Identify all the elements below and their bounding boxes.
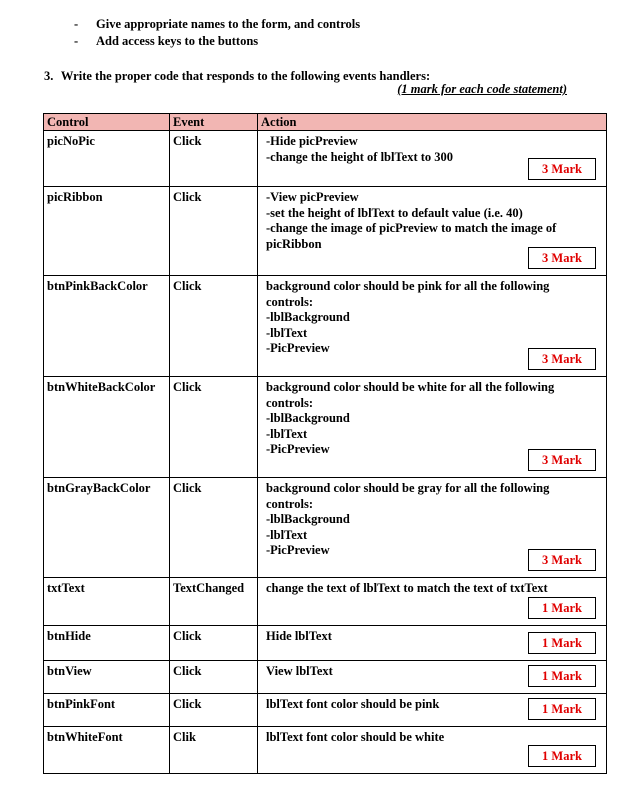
action-line: -lblBackground — [266, 411, 350, 425]
action-line: -PicPreview — [266, 341, 330, 355]
event-cell: TextChanged — [170, 578, 258, 626]
events-table — [43, 113, 607, 774]
control-cell: btnWhiteBackColor — [44, 377, 170, 478]
action-line: picRibbon — [266, 236, 322, 251]
mark-box: 1 Mark — [528, 632, 596, 654]
control-cell: btnPinkFont — [44, 694, 170, 727]
event-cell: Click — [170, 131, 258, 187]
mark-box: 1 Mark — [528, 665, 596, 687]
action-line: lblText font color should be white — [266, 730, 445, 744]
table-row — [44, 578, 607, 626]
action-line: background color should be pink for all the following — [266, 279, 550, 293]
header-control: Control — [44, 114, 170, 131]
action-line: -PicPreview — [266, 442, 330, 456]
action-cell — [258, 727, 607, 774]
action-cell — [258, 131, 607, 187]
event-cell: Click — [170, 478, 258, 578]
table-row — [44, 661, 607, 694]
action-line: -lblText — [266, 325, 308, 340]
table-row — [44, 626, 607, 661]
event-cell: Click — [170, 187, 258, 276]
action-cell — [258, 694, 607, 727]
table-row — [44, 131, 607, 187]
action-cell — [258, 276, 607, 377]
question-text: Write the proper code that responds to the following events handlers: — [60, 69, 431, 83]
action-line: lblText font color should be pink — [266, 697, 440, 711]
requirement-item — [74, 16, 360, 33]
control-cell: btnWhiteFont — [44, 727, 170, 774]
action-line: controls: — [266, 496, 313, 511]
action-line: background color should be gray for all the following — [266, 481, 550, 495]
action-line: change the text of lblText to match the text of txtText — [266, 581, 548, 595]
action-line: View lblText — [266, 664, 333, 678]
action-line: -View picPreview — [266, 190, 359, 204]
mark-box: 1 Mark — [528, 597, 596, 619]
table-row — [44, 187, 607, 276]
action-line: Hide lblText — [266, 629, 332, 643]
action-line: -lblBackground — [266, 512, 350, 526]
action-cell — [258, 626, 607, 661]
table-row — [44, 727, 607, 774]
event-cell: Clik — [170, 727, 258, 774]
bullet-dash: - — [74, 17, 79, 31]
action-line: -lblText — [266, 426, 308, 441]
control-cell: btnView — [44, 661, 170, 694]
mark-box: 3 Mark — [528, 348, 596, 370]
action-line: controls: — [266, 395, 313, 410]
action-line: -set the height of lblText to default value (i.e. 40) — [266, 205, 523, 220]
event-cell: Click — [170, 377, 258, 478]
header-action: Action — [258, 114, 607, 131]
action-cell — [258, 187, 607, 276]
action-line: -lblText — [266, 527, 308, 542]
requirement-text: Give appropriate names to the form, and controls — [96, 17, 361, 31]
event-cell: Click — [170, 694, 258, 727]
mark-box: 1 Mark — [528, 698, 596, 720]
mark-box: 1 Mark — [528, 745, 596, 767]
question-heading — [44, 69, 430, 84]
action-cell — [258, 578, 607, 626]
question-number: 3. — [44, 69, 54, 83]
table-row — [44, 694, 607, 727]
marking-note: (1 mark for each code statement) — [397, 82, 567, 96]
table-row — [44, 478, 607, 578]
event-cell: Click — [170, 276, 258, 377]
control-cell: picNoPic — [44, 131, 170, 187]
control-cell: btnPinkBackColor — [44, 276, 170, 377]
mark-box: 3 Mark — [528, 247, 596, 269]
event-cell: Click — [170, 626, 258, 661]
action-cell — [258, 377, 607, 478]
action-line: -Hide picPreview — [266, 134, 358, 148]
control-cell: btnGrayBackColor — [44, 478, 170, 578]
mark-box: 3 Mark — [528, 449, 596, 471]
action-line: -change the image of picPreview to match the image of — [266, 221, 557, 235]
control-cell: picRibbon — [44, 187, 170, 276]
action-cell — [258, 478, 607, 578]
event-cell: Click — [170, 661, 258, 694]
action-line: -PicPreview — [266, 543, 330, 557]
header-event: Event — [170, 114, 258, 131]
action-line: background color should be white for all the following — [266, 380, 555, 394]
mark-box: 3 Mark — [528, 549, 596, 571]
action-line: controls: — [266, 294, 313, 309]
mark-box: 3 Mark — [528, 158, 596, 180]
requirement-text: Add access keys to the buttons — [96, 34, 259, 48]
requirements-list — [74, 16, 360, 50]
bullet-dash: - — [74, 34, 79, 48]
control-cell: txtText — [44, 578, 170, 626]
action-line: -lblBackground — [266, 310, 350, 324]
table-header-row — [44, 114, 607, 131]
control-cell: btnHide — [44, 626, 170, 661]
action-cell — [258, 661, 607, 694]
table-row — [44, 276, 607, 377]
table-row — [44, 377, 607, 478]
action-line: -change the height of lblText to 300 — [266, 149, 454, 164]
requirement-item — [74, 33, 360, 50]
